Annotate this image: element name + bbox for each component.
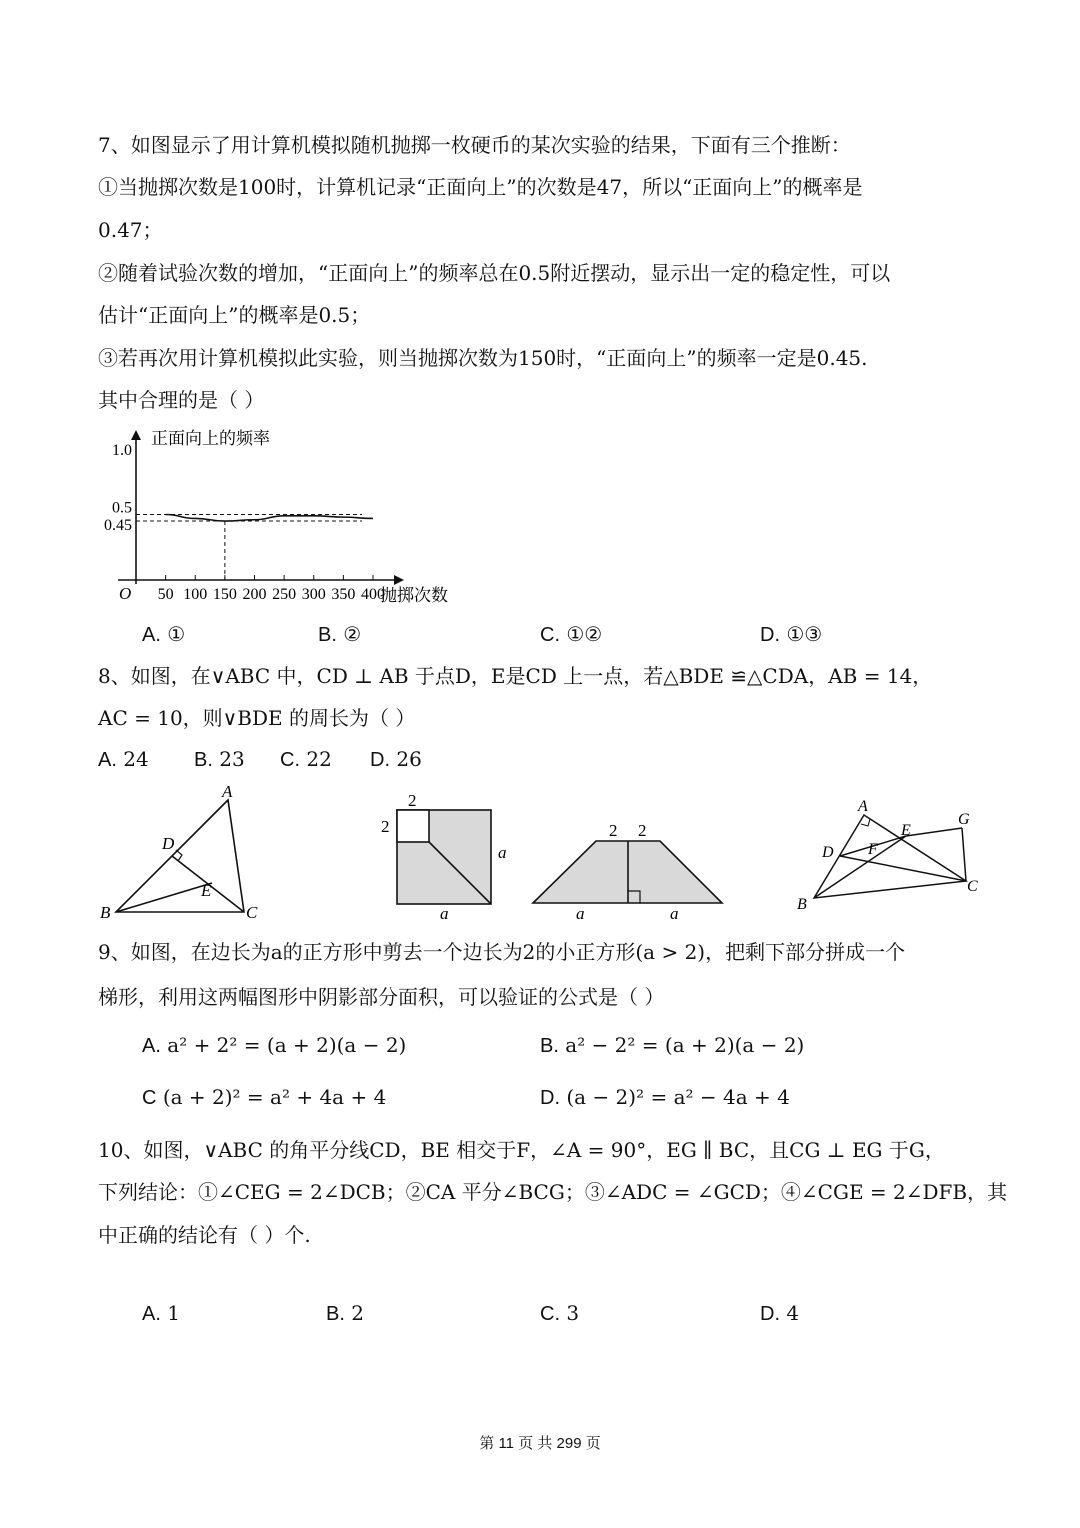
x-tick-label: 100 (183, 586, 208, 603)
q10-stem: 10、如图，∨ABC 的角平分线CD，BE 相交于F，∠A = 90°，EG ∥ BC，且CG ⊥ EG 于G， (98, 1138, 945, 1162)
q7-statement-2-cont: 估计“正面向上”的概率是0.5； (98, 303, 371, 327)
q7-option-d[interactable]: D. ①③ (760, 622, 823, 646)
label-b2: B (797, 896, 807, 913)
origin-label: O (119, 584, 132, 603)
y-tick-label: 0.45 (104, 517, 132, 535)
x-tick-label: 200 (242, 586, 267, 603)
label-b: B (100, 903, 111, 922)
x-tick-label: 300 (301, 586, 326, 603)
label-a: A (222, 782, 233, 801)
q9-option-a[interactable]: A. a² + 2² = (a + 2)(a − 2) (142, 1033, 407, 1057)
q7-statement-2: ②随着试验次数的增加，“正面向上”的频率总在0.5附近摆动，显示出一定的稳定性，可以 (98, 261, 891, 285)
trap-top-label-1: 2 (609, 821, 618, 840)
label-e: E (201, 881, 212, 900)
q8-option-b[interactable]: B. 23 (194, 747, 245, 771)
x-tick-label: 250 (272, 586, 297, 603)
y-tick-label: 0.5 (112, 499, 132, 517)
sq-left-label: 2 (381, 817, 390, 836)
page-footer: 第 11 页 共 299 页 (479, 1435, 601, 1452)
label-c: C (246, 903, 258, 922)
q10-stem-cont2: 中正确的结论有（ ）个. (98, 1223, 311, 1247)
x-tick-label: 400 (361, 586, 385, 603)
q10-stem-cont: 下列结论：①∠CEG = 2∠DCB；②CA 平分∠BCG；③∠ADC = ∠GCD；④∠CGE = 2∠DFB，其 (98, 1180, 1008, 1204)
q8-option-d[interactable]: D. 26 (370, 747, 422, 771)
q7-question: 其中合理的是（ ） (98, 388, 265, 412)
q9-option-c[interactable]: C (a + 2)² = a² + 4a + 4 (142, 1085, 387, 1109)
x-tick-label: 150 (212, 586, 237, 603)
q7-option-c[interactable]: C. ①② (540, 622, 603, 646)
x-tick-label: 50 (157, 586, 174, 603)
q8-option-a[interactable]: A. 24 (98, 747, 149, 771)
q7-statement-1: ①当抛掷次数是100时，计算机记录“正面向上”的次数是47，所以“正面向上”的概率是 (98, 175, 863, 199)
q8-stem: 8、如图，在∨ABC 中，CD ⊥ AB 于点D，E是CD 上一点，若△BDE ≌△CDA，AB = 14， (98, 664, 933, 688)
q10-option-d[interactable]: D. 4 (760, 1301, 800, 1325)
x-tick-label: 350 (331, 586, 356, 603)
q7-option-b[interactable]: B. ② (318, 622, 362, 646)
q7-statement-3: ③若再次用计算机模拟此实验，则当抛掷次数为150时，“正面向上”的频率一定是0.45. (98, 346, 868, 370)
q10-option-b[interactable]: B. 2 (326, 1301, 364, 1325)
q8-stem-cont: AC = 10，则∨BDE 的周长为（ ） (98, 706, 416, 730)
label-f2: F (868, 841, 878, 858)
trap-bottom-label-1: a (576, 904, 585, 923)
q7-statement-1-cont: 0.47； (98, 218, 163, 242)
y-tick-label: 1.0 (112, 442, 132, 459)
q9-option-b[interactable]: B. a² − 2² = (a + 2)(a − 2) (540, 1033, 805, 1057)
label-a2: A (858, 798, 868, 815)
q9-stem: 9、如图，在边长为a的正方形中剪去一个边长为2的小正方形(a > 2)，把剩下部分拼成一个 (98, 940, 906, 964)
label-g2: G (958, 811, 970, 828)
q10-option-a[interactable]: A. 1 (142, 1301, 180, 1325)
label-e2: E (901, 822, 911, 839)
label-d: D (162, 834, 175, 853)
sq-top-label: 2 (408, 791, 417, 810)
label-d2: D (822, 844, 834, 861)
q8-option-c[interactable]: C. 22 (280, 747, 332, 771)
sq-right-label: a (498, 843, 507, 862)
label-c2: C (967, 878, 978, 895)
q10-option-c[interactable]: C. 3 (540, 1301, 580, 1325)
q9-stem-cont: 梯形，利用这两幅图形中阴影部分面积，可以验证的公式是（ ） (98, 985, 665, 1009)
y-axis-label: 正面向上的频率 (151, 429, 270, 448)
trap-bottom-label-2: a (670, 904, 679, 923)
q7-stem: 7、如图显示了用计算机模拟随机抛掷一枚硬币的某次实验的结果，下面有三个推断： (98, 133, 851, 157)
q9-option-d[interactable]: D. (a − 2)² = a² − 4a + 4 (540, 1085, 790, 1109)
sq-bottom-label: a (440, 904, 449, 923)
q7-option-a[interactable]: A. ① (142, 622, 186, 646)
x-axis-label: 抛掷次数 (380, 586, 448, 605)
trap-top-label-2: 2 (638, 821, 647, 840)
